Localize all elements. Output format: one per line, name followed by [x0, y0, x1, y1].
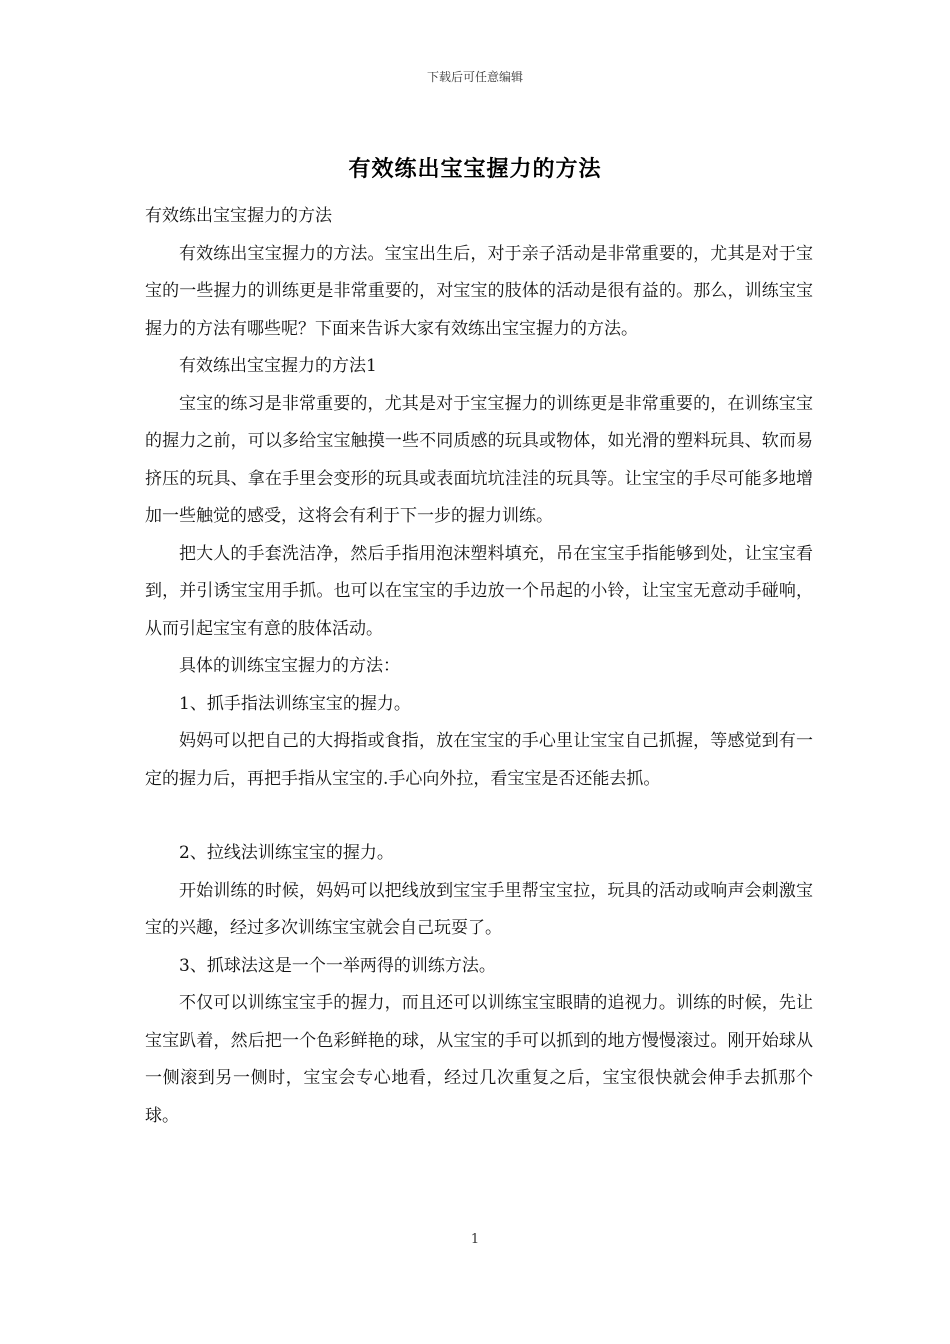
paragraph-intro: 有效练出宝宝握力的方法。宝宝出生后，对于亲子活动是非常重要的，尤其是对于宝宝的一些握力的训练更是非常重要的，对宝宝的肢体的活动是很有益的。那么，训练宝宝握力的方法有哪些呢？下面来告诉大家有效练出宝宝握力的方法。	[145, 243, 813, 339]
paragraph-ball-grasp: 不仅可以训练宝宝手的握力，而且还可以训练宝宝眼睛的追视力。训练的时候，先让宝宝趴着，然后把一个色彩鲜艳的球，从宝宝的手可以抓到的地方慢慢滚过。刚开始球从一侧滚到另一侧时，宝宝会专心地看，经过几次重复之后，宝宝很快就会伸手去抓那个球。	[145, 993, 813, 1126]
page-number: 1	[470, 1232, 480, 1247]
document-title: 有效练出宝宝握力的方法	[348, 156, 602, 182]
paragraph-touch-training: 宝宝的练习是非常重要的，尤其是对于宝宝握力的训练更是非常重要的，在训练宝宝的握力之前，可以多给宝宝触摸一些不同质感的玩具或物体，如光滑的塑料玩具、软而易挤压的玩具、拿在手里会变形的玩具或表面坑坑洼洼的玩具等。让宝宝的手尽可能多地增加一些触觉的感受，这将会有利于下一步的握力训练。	[145, 393, 813, 526]
paragraph-finger-grasp: 妈妈可以把自己的大拇指或食指，放在宝宝的手心里让宝宝自己抓握，等感觉到有一定的握力后，再把手指从宝宝的.手心向外拉，看宝宝是否还能去抓。	[145, 731, 813, 789]
section-heading-methods: 具体的训练宝宝握力的方法：	[179, 656, 400, 676]
method-heading-1: 1、抓手指法训练宝宝的握力。	[179, 693, 411, 714]
paragraph-glove-toy: 把大人的手套洗洁净，然后手指用泡沫塑料填充，吊在宝宝手指能够到处，让宝宝看到，并引诱宝宝用手抓。也可以在宝宝的手边放一个吊起的小铃，让宝宝无意动手碰响，从而引起宝宝有意的肢体活动。	[145, 543, 813, 639]
page-header-note: 下载后可任意编辑	[426, 70, 523, 84]
blank-line	[145, 798, 813, 835]
section-heading-1: 有效练出宝宝握力的方法1	[179, 356, 377, 376]
paragraph-string-pull: 开始训练的时候，妈妈可以把线放到宝宝手里帮宝宝拉，玩具的活动或响声会刺激宝宝的兴趣，经过多次训练宝宝就会自己玩耍了。	[145, 880, 813, 938]
document-body	[145, 198, 813, 1135]
method-heading-2: 2、拉线法训练宝宝的握力。	[179, 843, 394, 863]
method-heading-3: 3、抓球法这是一个一举两得的训练方法。	[179, 955, 496, 976]
subtitle-line: 有效练出宝宝握力的方法	[145, 206, 332, 226]
